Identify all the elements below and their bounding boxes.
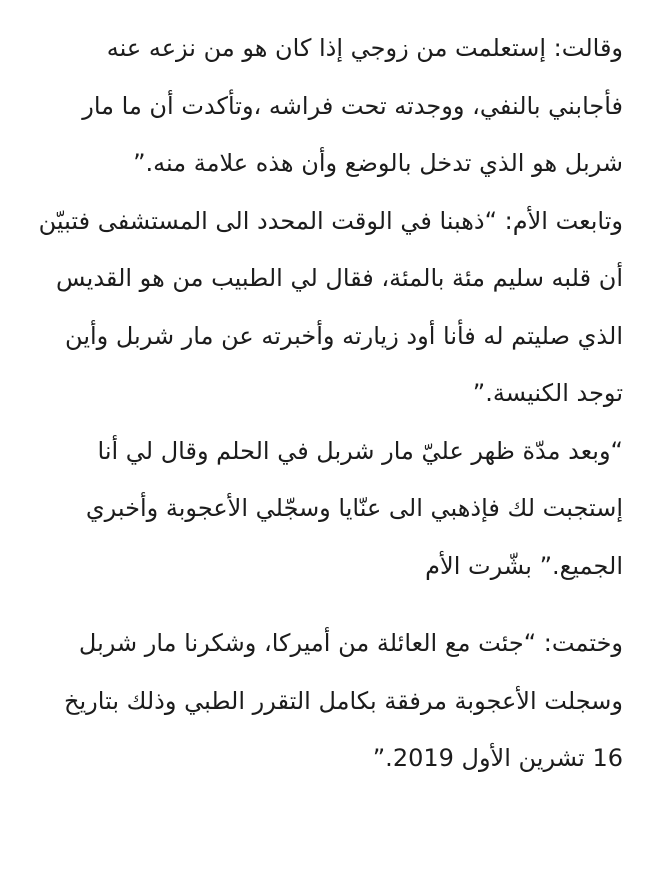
paragraph-conclusion: وختمت: “جئت مع العائلة من أميركا، وشكرنا مار شربل وسجلت الأعجوبة مرفقة بكامل التقرر الطبي وذلك بتاريخ 16 تشرين الأول 2019.” — [64, 629, 623, 772]
paragraph-dream: “وبعد مدّة ظهر عليّ مار شربل في الحلم وقال لي أنا إستجبت لك فإذهبي الى عنّايا وسجّلي الأعجوبة وأخبري الجميع.” بشّرت الأم — [85, 436, 623, 580]
paragraph-wife-statement: وقالت: إستعلمت من زوجي إذا كان هو من نزعه عنه فأجابني بالنفي، ووجدته تحت فراشه ،وتأكدت أن ما مار شربل هو الذي تدخل بالوضع وأن هذه علامة منه.” — [82, 34, 623, 177]
paragraph-mother-continued: وتابعت الأم: “ذهبنا في الوقت المحدد الى المستشفى فتبيّن أن قلبه سليم مئة بالمئة، فقال لي الطبيب من هو القديس الذي صليتم له فأنا أود زيارته وأخبرته عن مار شربل وأين توجد الكنيسة.” — [38, 206, 623, 407]
